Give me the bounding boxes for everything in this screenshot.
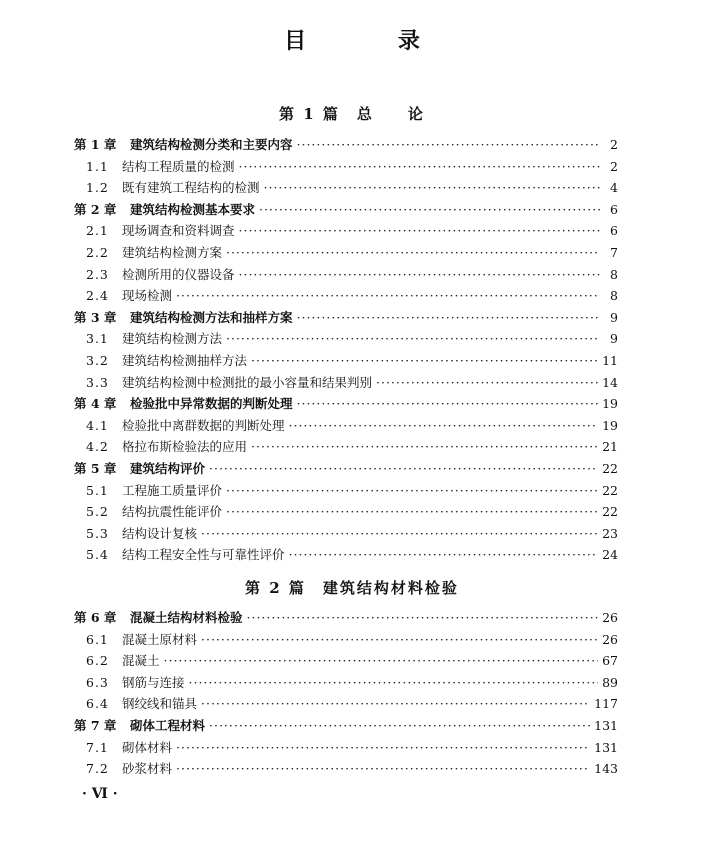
dot-leader <box>264 177 600 199</box>
entry-title: 检测所用的仪器设备 <box>122 266 235 282</box>
toc-section-row <box>74 350 618 372</box>
toc-section-row <box>74 177 618 199</box>
entry-title: 混凝土原材料 <box>122 631 198 647</box>
toc-section-row <box>74 523 618 545</box>
entry-page-number: 19 <box>602 396 618 412</box>
entry-page-number: 89 <box>602 674 618 690</box>
entry-title: 工程施工质量评价 <box>122 482 223 498</box>
entry-number: 2.4 <box>86 288 109 304</box>
dot-leader <box>239 220 600 242</box>
entry-title: 砂浆材料 <box>122 761 173 777</box>
dot-leader <box>176 285 600 307</box>
entry-page-number: 9 <box>610 309 618 325</box>
entry-title: 既有建筑工程结构的检测 <box>122 180 260 196</box>
dot-leader <box>201 523 598 545</box>
page-folio: · Ⅵ · <box>82 786 118 802</box>
entry-number: 6.3 <box>86 674 109 690</box>
entry-number: 第 7 章 <box>74 717 117 733</box>
entry-page-number: 2 <box>610 137 618 152</box>
toc-chapter-row <box>74 393 618 415</box>
entry-page-number: 21 <box>602 439 618 455</box>
dot-leader <box>201 629 598 651</box>
entry-page-number: 24 <box>602 547 618 563</box>
entry-number: 1.1 <box>86 158 109 174</box>
dot-leader <box>176 737 590 759</box>
toc-section-row <box>74 629 618 651</box>
entry-page-number: 143 <box>594 761 618 777</box>
entry-title: 建筑结构检测分类和主要内容 <box>130 137 293 152</box>
entry-number: 3.3 <box>86 374 109 390</box>
entry-number: 1.2 <box>86 180 109 196</box>
entry-number: 5.1 <box>86 482 109 498</box>
entry-title: 建筑结构检测中检测批的最小容量和结果判别 <box>122 374 373 390</box>
entry-title: 结构抗震性能评价 <box>122 504 223 520</box>
entry-page-number: 7 <box>610 244 618 260</box>
dot-leader <box>376 372 598 394</box>
entry-title: 砌体工程材料 <box>130 717 206 733</box>
toc-section-row <box>74 480 618 502</box>
entry-number: 第 2 章 <box>74 201 117 217</box>
entry-title: 结构工程质量的检测 <box>122 158 235 174</box>
dot-leader <box>239 156 600 178</box>
entry-page-number: 8 <box>610 266 618 282</box>
toc-chapter-row <box>74 458 618 480</box>
dot-leader <box>297 307 600 329</box>
toc-section-row <box>74 156 618 178</box>
toc-chapter-row <box>74 307 618 329</box>
dot-leader <box>209 458 598 480</box>
entry-number: 2.1 <box>86 223 109 239</box>
entry-page-number: 131 <box>594 739 618 755</box>
toc-chapter-row <box>74 134 618 156</box>
entry-number: 第 3 章 <box>74 309 117 325</box>
entry-number: 2.2 <box>86 244 109 260</box>
entry-page-number: 14 <box>602 374 618 390</box>
entry-page-number: 117 <box>594 696 618 712</box>
entry-page-number: 9 <box>610 331 618 347</box>
entry-page-number: 6 <box>610 223 618 239</box>
entry-title: 现场检测 <box>122 288 173 304</box>
entry-title: 建筑结构检测抽样方法 <box>122 352 248 368</box>
entry-title: 格拉布斯检验法的应用 <box>122 439 248 455</box>
entry-page-number: 23 <box>602 525 618 541</box>
entry-title: 建筑结构检测方法 <box>122 331 223 347</box>
toc-section-row <box>74 285 618 307</box>
dot-leader <box>176 758 590 780</box>
dot-leader <box>226 328 600 350</box>
entry-page-number: 131 <box>594 717 618 733</box>
entry-number: 3.1 <box>86 331 109 347</box>
dot-leader <box>289 544 599 566</box>
entry-page-number: 6 <box>610 201 618 217</box>
entry-page-number: 67 <box>602 653 618 669</box>
dot-leader <box>251 350 598 372</box>
entry-number: 2.3 <box>86 266 109 282</box>
entry-title: 现场调查和资料调查 <box>122 223 235 239</box>
dot-leader <box>247 607 599 629</box>
toc-chapter-row <box>74 715 618 737</box>
toc-section-row <box>74 436 618 458</box>
toc-section-row <box>74 650 618 672</box>
toc-chapter-row <box>74 199 618 221</box>
entry-page-number: 26 <box>602 610 618 625</box>
entry-title: 砌体材料 <box>122 739 173 755</box>
part-1-entries <box>74 134 618 566</box>
toc-section-row <box>74 501 618 523</box>
entry-page-number: 19 <box>602 417 618 433</box>
entry-number: 6.4 <box>86 696 109 712</box>
dot-leader <box>189 672 599 694</box>
dot-leader <box>289 415 599 437</box>
toc-section-row <box>74 220 618 242</box>
entry-number: 5.3 <box>86 525 109 541</box>
dot-leader <box>297 393 599 415</box>
dot-leader <box>226 480 598 502</box>
toc-section-row <box>74 693 618 715</box>
page-title: 目 录 <box>284 28 462 54</box>
entry-title: 结构设计复核 <box>122 525 198 541</box>
entry-number: 6.2 <box>86 653 109 669</box>
entry-number: 第 4 章 <box>74 396 117 412</box>
entry-title: 建筑结构评价 <box>130 460 206 476</box>
entry-title: 钢绞线和锚具 <box>122 696 198 712</box>
dot-leader <box>297 134 600 156</box>
entry-page-number: 4 <box>610 180 618 196</box>
dot-leader <box>201 693 590 715</box>
toc-section-row <box>74 672 618 694</box>
entry-number: 第 1 章 <box>74 137 117 152</box>
dot-leader <box>164 650 599 672</box>
dot-leader <box>239 264 600 286</box>
entry-title: 混凝土结构材料检验 <box>130 610 243 625</box>
dot-leader <box>251 436 598 458</box>
entry-page-number: 11 <box>602 352 618 368</box>
toc-section-row <box>74 328 618 350</box>
entry-title: 结构工程安全性与可靠性评价 <box>122 547 285 563</box>
entry-page-number: 2 <box>610 158 618 174</box>
entry-page-number: 26 <box>602 631 618 647</box>
part-1-title: 第 1 篇 总 论 <box>279 105 425 123</box>
toc-section-row <box>74 415 618 437</box>
entry-number: 4.1 <box>86 417 109 433</box>
entry-number: 4.2 <box>86 439 109 455</box>
part-2-entries <box>74 607 618 780</box>
entry-title: 建筑结构检测基本要求 <box>130 201 256 217</box>
dot-leader <box>209 715 590 737</box>
entry-number: 5.4 <box>86 547 109 563</box>
entry-title: 检验批中离群数据的判断处理 <box>122 417 285 433</box>
toc-section-row <box>74 758 618 780</box>
entry-number: 7.2 <box>86 761 109 777</box>
toc-chapter-row <box>74 607 618 629</box>
toc-section-row <box>74 242 618 264</box>
entry-page-number: 22 <box>602 482 618 498</box>
entry-page-number: 22 <box>602 504 618 520</box>
entry-title: 检验批中异常数据的判断处理 <box>130 396 293 412</box>
entry-number: 7.1 <box>86 739 109 755</box>
entry-number: 第 5 章 <box>74 460 117 476</box>
entry-number: 6.1 <box>86 631 109 647</box>
entry-number: 5.2 <box>86 504 109 520</box>
entry-page-number: 8 <box>610 288 618 304</box>
toc-section-row <box>74 264 618 286</box>
dot-leader <box>226 501 598 523</box>
entry-title: 建筑结构检测方案 <box>122 244 223 260</box>
toc-section-row <box>74 737 618 759</box>
toc-section-row <box>74 372 618 394</box>
dot-leader <box>226 242 600 264</box>
entry-title: 混凝土 <box>122 653 160 669</box>
entry-title: 钢筋与连接 <box>122 674 185 690</box>
part-2-title: 第 2 篇 建筑结构材料检验 <box>245 579 459 597</box>
dot-leader <box>259 199 600 221</box>
entry-number: 第 6 章 <box>74 610 117 625</box>
entry-title: 建筑结构检测方法和抽样方案 <box>130 309 293 325</box>
entry-number: 3.2 <box>86 352 109 368</box>
entry-page-number: 22 <box>602 460 618 476</box>
toc-section-row <box>74 544 618 566</box>
